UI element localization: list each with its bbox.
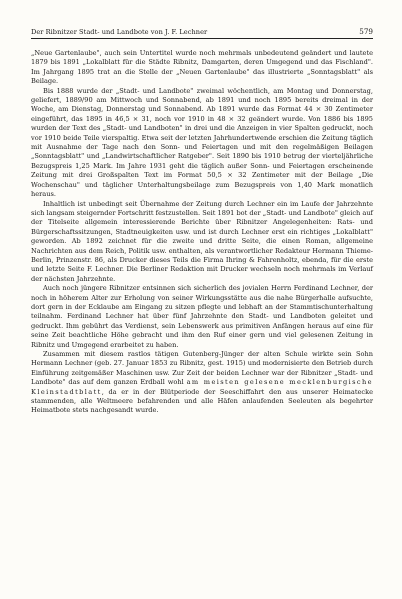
paragraph-1: „Neue Gartenlaube", auch sein Untertitel wurde noch mehrmals unbedeutend geändert und lautete 1879 bis 1891 „Lokalblatt für die Städte Ribnitz, Damgarten, deren Umgegend und das Fischland". Im Jahrgang 1895 trat an die Stelle der „Neuen Gartenlaube" das illustrierte „Sonntagsblatt" als Beilage.: [31, 49, 373, 86]
paragraph-5-end: , da er in der Blütperiode der Seeschiffahrt den aus unserer Heimatecke stammenden, alle Weltmeere befahrenden und alle Häfen anlaufenden Seeleuten als begehrter Heimatbote stets nachgesandt wurde.: [31, 387, 373, 415]
paragraph-3: Inhaltlich ist unbedingt seit Übernahme der Zeitung durch Lechner ein im Laufe der Jahrzehnte sich langsam steigernder Fortschritt festzustellen. Seit 1891 bot der „Stadt- und Landbote" gleich auf der Titelseite allgemein interessierende Berichte über Ribnitzer Angelegenheiten: Rats- und Bürgerschaftssitzungen, Stadtneuigkeiten usw. und ist durch Lechner erst ein richtiges „Lokalblatt" geworden. Ab 1892 zeichnet für die zweite und dritte Seite, die einen Roman, allgemeine Nachrichten aus dem Reich, Politik usw. enthalten, als verantwortlicher Redakteur Hermann Thieme-Berlin, Prinzenstr. 86, als Drucker dieses Teils die Firma Ihring & Fahrenholtz, ebenda, für die erste und letzte Seite F. Lechner. Die Berliner Redaktion mit Drucker wechseln noch mehrmals im Verlauf der nächsten Jahrzehnte.: [31, 199, 373, 283]
paragraph-5-emphasis: am meisten gelesene mecklenburgische Kleinstadtblatt: [31, 378, 373, 396]
running-header: [31, 28, 373, 39]
paragraph-5: [31, 350, 373, 416]
running-title: Der Ribnitzer Stadt- und Landbote von J. F. Lechner: [31, 28, 208, 36]
paragraph-2: Bis 1888 wurde der „Stadt- und Landbote" zweimal wöchentlich, am Montag und Donnerstag, geliefert, 1889/90 am Mittwoch und Sonnabend, ab 1891 und noch 1895 bereits dreimal in der Woche, am Dienstag, Donnerstag und Sonnabend. Ab 1891 wurde das Format 44 × 30 Zentimeter eingeführt, das 1895 in 46,5 × 31, noch vor 1910 in 48 × 32 geändert wurde. Von 1886 bis 1895 wurden der Text des „Stadt- und Landboten" in drei und die Anzeigen in vier Spalten gedruckt, noch vor 1910 beide Teile vierspaltig. Etwa seit der letzten Jahrhundertwende erschien die Zeitung täglich mit Ausnahme der Tage nach den Sonn- und Feiertagen und mit den regelmäßigen Beilagen „Sonntagsblatt" und „Landwirtschaftlicher Ratgeber". Seit 1890 bis 1910 betrug der vierteljährliche Bezugspreis 1,25 Mark. Im Jahre 1931 geht die täglich außer Sonn- und Feiertagen erscheinende Zeitung mit drei Großspalten Text im Format 50,5 × 32 Zentimeter mit der Beilage „Die Wochenschau" und täglicher Unterhaltungsbeilage zum Bezugspreis von 1,40 Mark monatlich heraus.: [31, 86, 373, 199]
paragraph-5-start: Zusammen mit diesem rastlos tätigen Gutenberg-Jünger der alten Schule wirkte sein Sohn Hermann Lechner (geb. 27. Januar 1853 zu Ribnitz, gest. 1915) und modernisierte den Betrieb durch Einführung zeitgemäßer Maschinen usw. Zur Zeit der beiden Lechner war der Ribnitzer „Stadt- und Landbote" das auf dem ganzen Erdball wohl: [31, 350, 373, 387]
page-number: 579: [359, 27, 373, 36]
body-text: [31, 49, 373, 416]
paragraph-4: Auch noch jüngere Ribnitzer entsinnen sich sicherlich des jovialen Herrn Ferdinand Lechner, der noch in höherem Alter zur Erholung von seiner Wirkungsstätte aus die nahe Bürgerhalle aufsuchte, dort gern in der Ecklaube am Eingang zu sitzen pflegte und lebhaft an der Stammtischunterhaltung teilnahm. Ferdinand Lechner hat über fünf Jahrzehnte den Stadt- und Landboten geleitet und gedruckt. Ihm gebührt das Verdienst, sein Lebenswerk aus primitiven Anfängen heraus auf eine für seine Zeit beachtliche Höhe gebracht und ihm den Ruf einer gern und viel gelesenen Zeitung in Ribnitz und Umgegend erarbeitet zu haben.: [31, 284, 373, 349]
